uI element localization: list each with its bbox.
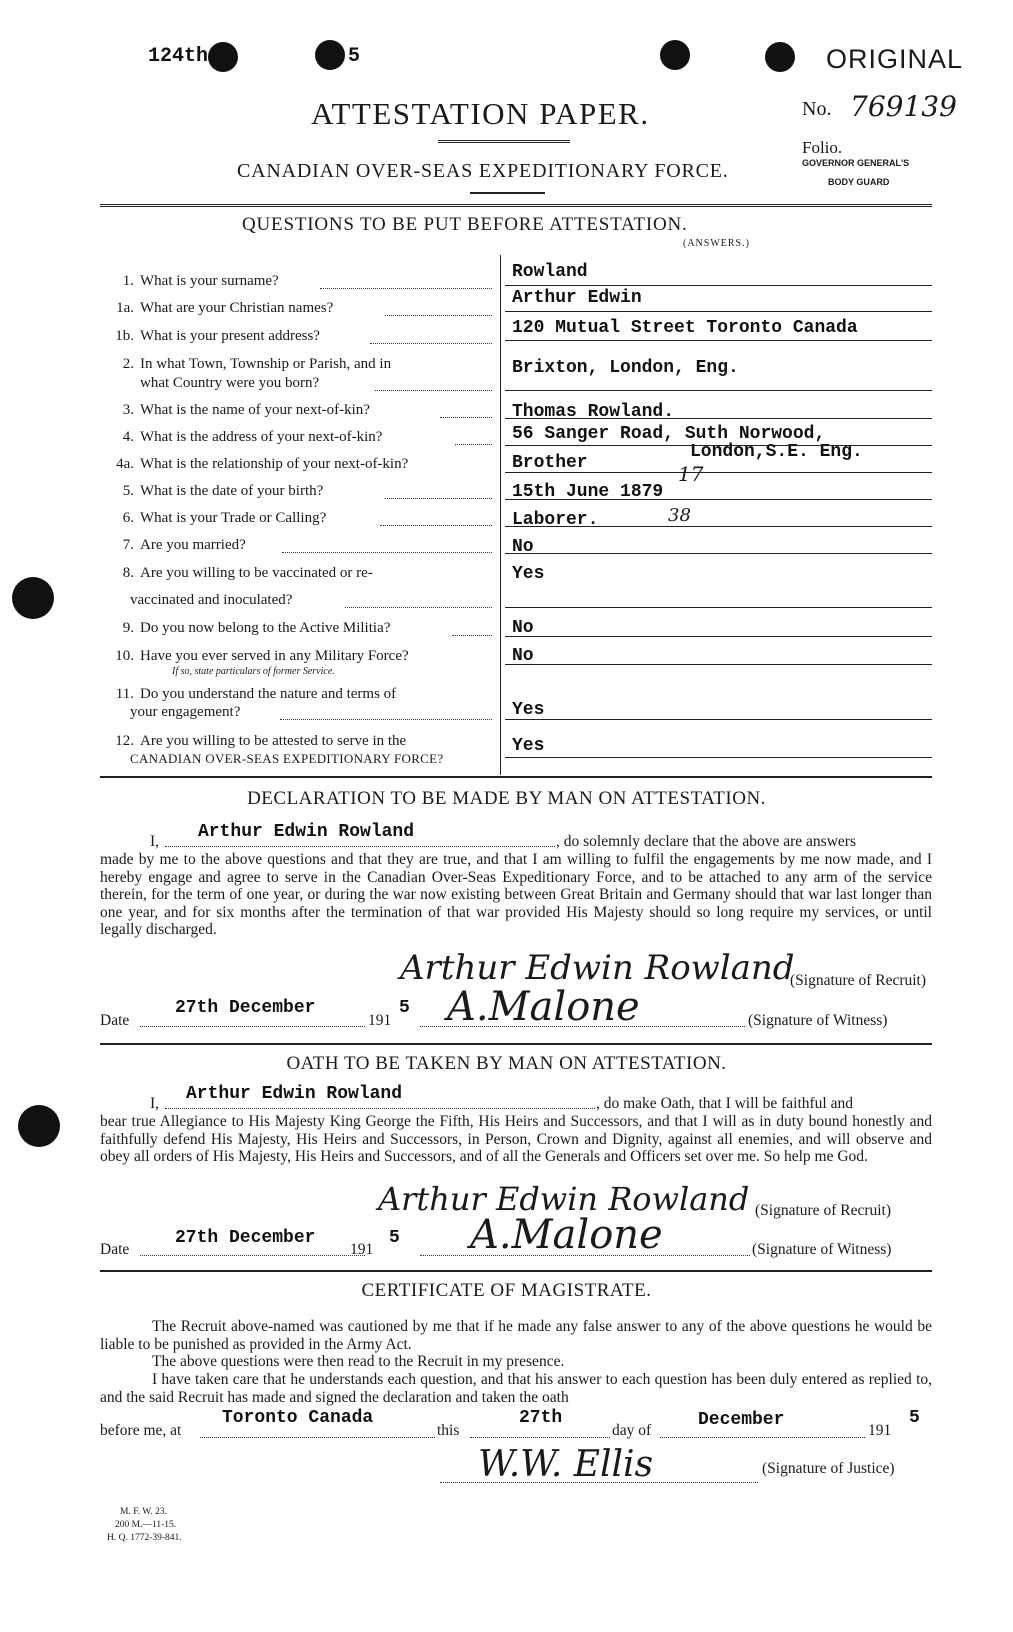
question-number: 10. [115,648,134,664]
answer-trade: Laborer. [512,510,599,530]
date-line [140,1026,365,1027]
question-5 [100,483,323,500]
question-number: 5. [122,483,134,499]
magistrate-place: Toronto Canada [222,1408,374,1428]
answer-line [505,719,932,720]
question-text: What is the relationship of your next-of-kin? [140,456,409,472]
question-12 [100,733,406,750]
certificate-paragraph-1: The Recruit above-named was cautioned by me that if he made any false answer to any of the above questions he would be liable to be punished as provided in the Army Act. [100,1318,932,1353]
question-number: 3. [122,402,134,418]
answer-line [505,285,932,286]
question-text-continued: what Country were you born? [140,375,320,391]
question-number: 4. [122,429,134,445]
signature-of-witness-label: (Signature of Witness) [748,1012,888,1029]
answer-married: No [512,537,534,557]
dotted-leader [370,343,492,344]
this-label: this [437,1422,460,1439]
answer-line [505,664,932,665]
answer-surname: Rowland [512,262,588,282]
hq-reference: H. Q. 1772-39-841. [107,1533,182,1543]
dotted-leader [320,288,492,289]
question-4a [100,456,408,473]
certificate-title: CERTIFICATE OF MAGISTRATE. [361,1280,652,1301]
question-text: Do you now belong to the Active Militia? [140,620,391,636]
question-1 [100,273,279,290]
answer-willing-to-serve: Yes [512,736,545,756]
oath-witness-signature: A.Malone [470,1212,663,1258]
oath-witness-line [420,1255,750,1256]
answer-line [505,390,932,391]
answer-line [505,526,932,527]
question-1a [100,300,333,317]
dotted-leader [345,607,492,608]
question-text: What is your surname? [140,273,279,289]
punch-hole [12,577,54,619]
form-number: M. F. W. 23. [120,1507,168,1517]
print-run: 200 M.—11-15. [115,1520,177,1530]
birth-year-note: 17 [678,462,704,486]
answer-birth-date: 15th June 1879 [512,482,664,502]
punch-hole [315,40,345,70]
question-text: Have you ever served in any Military Force? [140,648,409,664]
day-of-label: day of [612,1422,652,1439]
question-number: 8. [122,565,134,581]
month-line [660,1437,865,1438]
question-number: 7. [122,537,134,553]
answer-vaccinated: Yes [512,564,545,584]
oath-date-label: Date [100,1241,130,1258]
answer-active-militia: No [512,618,534,638]
witness-line [420,1026,745,1027]
magistrate-day: 27th [519,1408,563,1428]
question-text: Are you willing to be vaccinated or re- [140,565,373,581]
question-6 [100,510,326,527]
question-text: Do you understand the nature and terms of [140,686,397,702]
question-number: 1. [122,273,134,289]
question-text-continued: vaccinated and inoculated? [130,592,293,608]
question-2 [100,356,391,373]
oath-end-divider [100,1270,932,1272]
body-guard-stamp-1: GOVERNOR GENERAL'S [802,158,910,168]
answer-military-service: No [512,646,534,666]
answer-line [505,311,932,312]
oath-name: Arthur Edwin Rowland [186,1084,403,1104]
place-line [200,1437,435,1438]
dotted-leader [455,444,492,445]
number-label: No. [802,98,832,120]
question-number: 1a. [116,300,134,316]
oath-date: 27th December [175,1228,316,1248]
question-text: In what Town, Township or Parish, and in [140,356,392,372]
signature-of-recruit-label: (Signature of Recruit) [790,972,927,989]
declaration-i-label: I, [150,833,160,850]
question-number: 4a. [116,456,134,472]
question-text: Are you willing to be attested to serve in the [140,733,407,749]
question-number: 6. [122,510,134,526]
name-line [165,1108,595,1109]
answer-present-address: 120 Mutual Street Toronto Canada [512,318,858,338]
justice-signature: W.W. Ellis [478,1444,654,1485]
page-subtitle: CANADIAN OVER-SEAS EXPEDITIONARY FORCE. [237,160,729,182]
answers-label: (ANSWERS.) [683,238,750,249]
punch-hole [208,42,238,72]
answer-line [505,607,932,608]
oath-year-suffix: 5 [389,1228,400,1248]
dotted-leader [440,417,492,418]
question-number: 11. [115,686,134,702]
answer-line [505,472,932,473]
magistrate-month: December [698,1410,785,1430]
question-4 [100,429,382,446]
question-8 [100,565,373,582]
oath-body: bear true Allegiance to His Majesty King George the Fifth, His Heirs and Successors, and that I will as in duty bound honestly and faithfully defend His Majesty, His Heirs and Successors, in Person, Crown and Dignity, against all enemies, and will observe and obey all orders of His Majesty, His Heirs and Successors, and of all the Generals and Officers set over me. So help me God. [100,1113,932,1166]
subtitle-underline [470,192,545,194]
answer-line [505,418,932,419]
question-10 [100,648,409,665]
question-9 [100,620,390,637]
oath-date-line [140,1255,365,1256]
folio-label: Folio. [802,138,843,157]
question-text: What are your Christian names? [140,300,334,316]
question-number: 12. [115,733,134,749]
certificate-paragraph-3: I have taken care that he understands each question, and that his answer to each question has been duly entered as replied to, and the said Recruit has made and signed the declaration and taken the oath [100,1371,932,1406]
battalion-number: 124th [148,45,209,68]
question-text: What is the address of your next-of-kin? [140,429,383,445]
oath-year-prefix: 191 [350,1241,374,1258]
question-text: What is your Trade or Calling? [140,510,327,526]
certificate-paragraph-2: The above questions were then read to the Recruit in my presence. [152,1353,565,1370]
answer-line [505,636,932,637]
dotted-leader [380,525,492,526]
dotted-leader [385,498,492,499]
magistrate-year-prefix: 191 [868,1422,892,1439]
answer-christian-names: Arthur Edwin [512,288,642,308]
declaration-text-after-name: , do solemnly declare that the above are answers [556,833,856,850]
name-line [165,846,555,847]
dotted-leader [375,390,492,391]
question-1b [100,328,320,345]
question-text: What is the date of your birth? [140,483,324,499]
oath-i-label: I, [150,1095,160,1112]
answer-next-of-kin: Thomas Rowland. [512,402,675,422]
question-text-continued: CANADIAN OVER-SEAS EXPEDITIONARY FORCE? [130,751,444,766]
regimental-number: 769139 [850,90,957,123]
answer-line [505,340,932,341]
question-number: 2. [122,356,134,372]
question-text: Are you married? [140,537,246,553]
answer-understand-terms: Yes [512,700,545,720]
original-stamp: ORIGINAL [826,44,964,74]
oath-title: OATH TO BE TAKEN BY MAN ON ATTESTATION. [286,1053,727,1074]
year-suffix: 5 [399,998,410,1018]
header-divider [100,204,932,207]
question-3 [100,402,370,419]
punch-hole [18,1105,60,1147]
answer-next-of-kin-address-2: London,S.E. Eng. [690,442,863,462]
declaration-body: made by me to the above questions and that they are true, and that I am willing to fulfil the engagements by me now made, and I hereby engage and agree to serve in the Canadian Over-Seas Expeditionary Force, and to be attached to any arm of the service therein, for the term of one year, or during the war now existing between Great Britain and Germany should that war last longer than one year, and for six months after the termination of that war provided His Majesty should so long require my services, or until legally discharged. [100,851,932,939]
recruit-signature: Arthur Edwin Rowland [400,948,795,988]
age-note: 38 [668,505,691,526]
oath-recruit-signature: Arthur Edwin Rowland [378,1180,750,1218]
dotted-leader [385,315,492,316]
answer-line [505,445,932,446]
signature-of-justice-label: (Signature of Justice) [762,1460,895,1477]
page-title: ATTESTATION PAPER. [311,96,650,131]
oath-text-after-name: , do make Oath, that I will be faithful and [596,1095,853,1112]
day-line [470,1437,610,1438]
before-me-label: before me, at [100,1422,182,1439]
question-number: 9. [122,620,134,636]
body-guard-stamp-2: BODY GUARD [828,177,890,187]
questions-end-divider [100,776,932,778]
oath-signature-of-witness-label: (Signature of Witness) [752,1241,892,1258]
answer-relationship: Brother [512,453,588,473]
magistrate-year-suffix: 5 [909,1408,920,1428]
question-7 [100,537,246,554]
answer-line [505,757,932,758]
answer-next-of-kin-address: 56 Sanger Road, Suth Norwood, [512,424,826,444]
dotted-leader [282,552,492,553]
question-text: What is your present address? [140,328,320,344]
question-11 [100,686,396,703]
battalion-suffix: 5 [348,45,361,68]
question-text: What is the name of your next-of-kin? [140,402,370,418]
answer-birthplace: Brixton, London, Eng. [512,358,739,378]
title-underline [438,140,570,143]
justice-line [440,1482,758,1483]
declaration-title: DECLARATION TO BE MADE BY MAN ON ATTESTATION. [247,788,766,809]
declaration-end-divider [100,1043,932,1045]
punch-hole [660,40,690,70]
answers-divider-vertical [500,255,501,775]
dotted-leader [452,635,492,636]
date-label: Date [100,1012,130,1029]
declaration-date: 27th December [175,998,316,1018]
answer-line [505,553,932,554]
oath-signature-of-recruit-label: (Signature of Recruit) [755,1202,892,1219]
answer-line [505,499,932,500]
witness-signature: A.Malone [447,984,640,1030]
year-prefix: 191 [368,1012,392,1029]
question-number: 1b. [115,328,134,344]
dotted-leader [280,719,492,720]
question-note: If so, state particulars of former Service. [172,666,335,677]
declaration-name: Arthur Edwin Rowland [198,822,415,842]
question-text-continued: your engagement? [130,704,241,720]
punch-hole [765,42,795,72]
questions-title: QUESTIONS TO BE PUT BEFORE ATTESTATION. [242,214,688,235]
